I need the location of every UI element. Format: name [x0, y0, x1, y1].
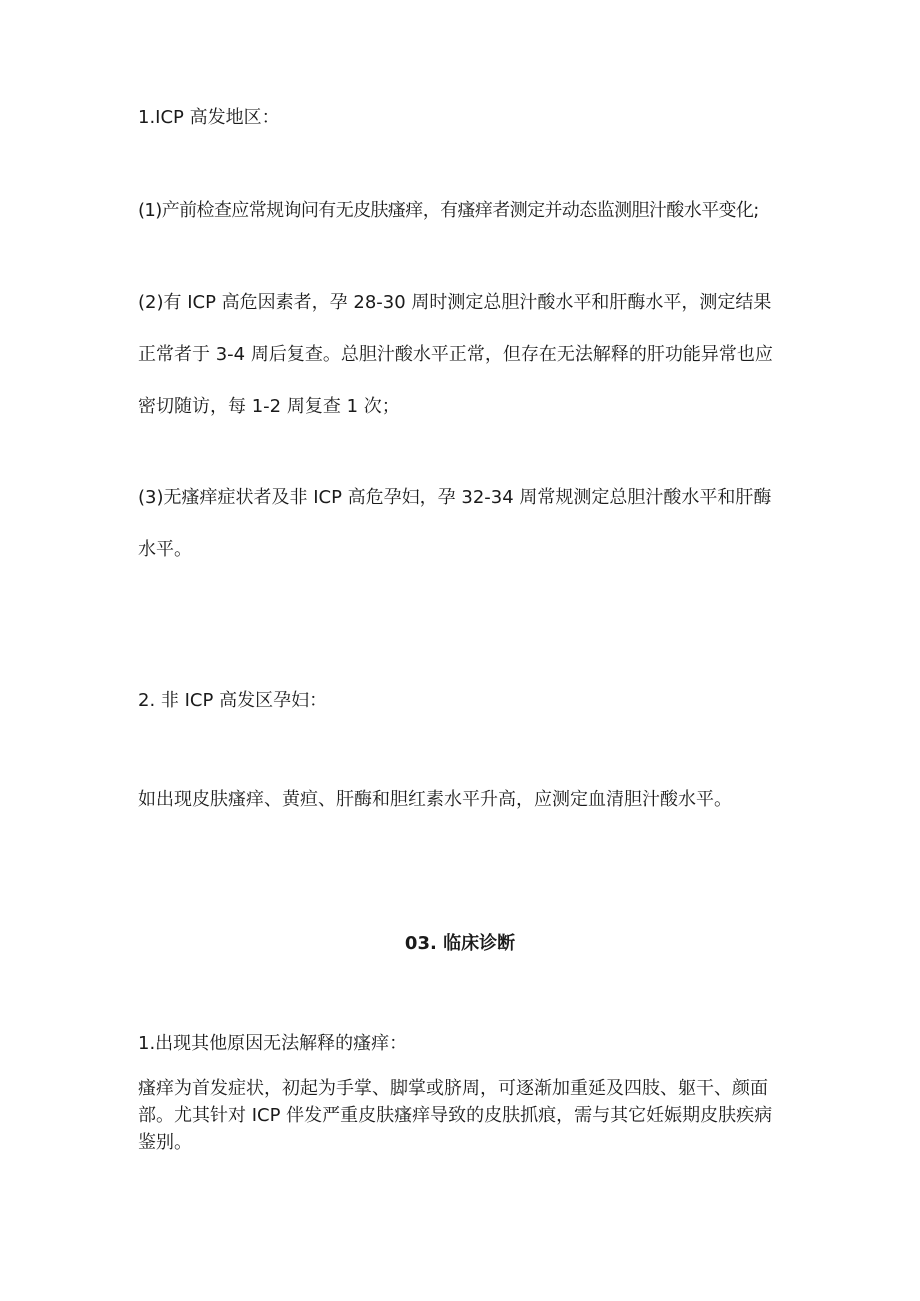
section1-item2: (2)有 ICP 高危因素者，孕 28-30 周时测定总胆汁酸水平和肝酶水平，测定结果正常者于 3-4 周后复查。总胆汁酸水平正常，但存在无法解释的肝功能异常也应密切随访，每 1-2 周复查 1 次；: [138, 292, 773, 417]
section2-body: 如出现皮肤瘙痒、黄疸、肝酶和胆红素水平升高，应测定血清胆汁酸水平。: [138, 789, 732, 810]
section2-heading: 2. 非 ICP 高发区孕妇：: [138, 690, 328, 711]
section3-title: 03. 临床诊断: [404, 933, 516, 954]
section3-body: 瘙痒为首发症状，初起为手掌、脚掌或脐周，可逐渐加重延及四肢、躯干、颜面部。尤其针对 ICP 伴发严重皮肤瘙痒导致的皮肤抓痕，需与其它妊娠期皮肤疾病鉴别。: [138, 1078, 773, 1153]
section1-item3: (3)无瘙痒症状者及非 ICP 高危孕妇，孕 32-34 周常规测定总胆汁酸水平和肝酶水平。: [138, 487, 772, 560]
section1-heading: 1.ICP 高发地区：: [138, 107, 280, 128]
section1-item1: (1)产前检查应常规询问有无皮肤瘙痒，有瘙痒者测定并动态监测胆汁酸水平变化;: [138, 200, 759, 221]
section3-heading: 1.出现其他原因无法解释的瘙痒：: [138, 1033, 408, 1054]
